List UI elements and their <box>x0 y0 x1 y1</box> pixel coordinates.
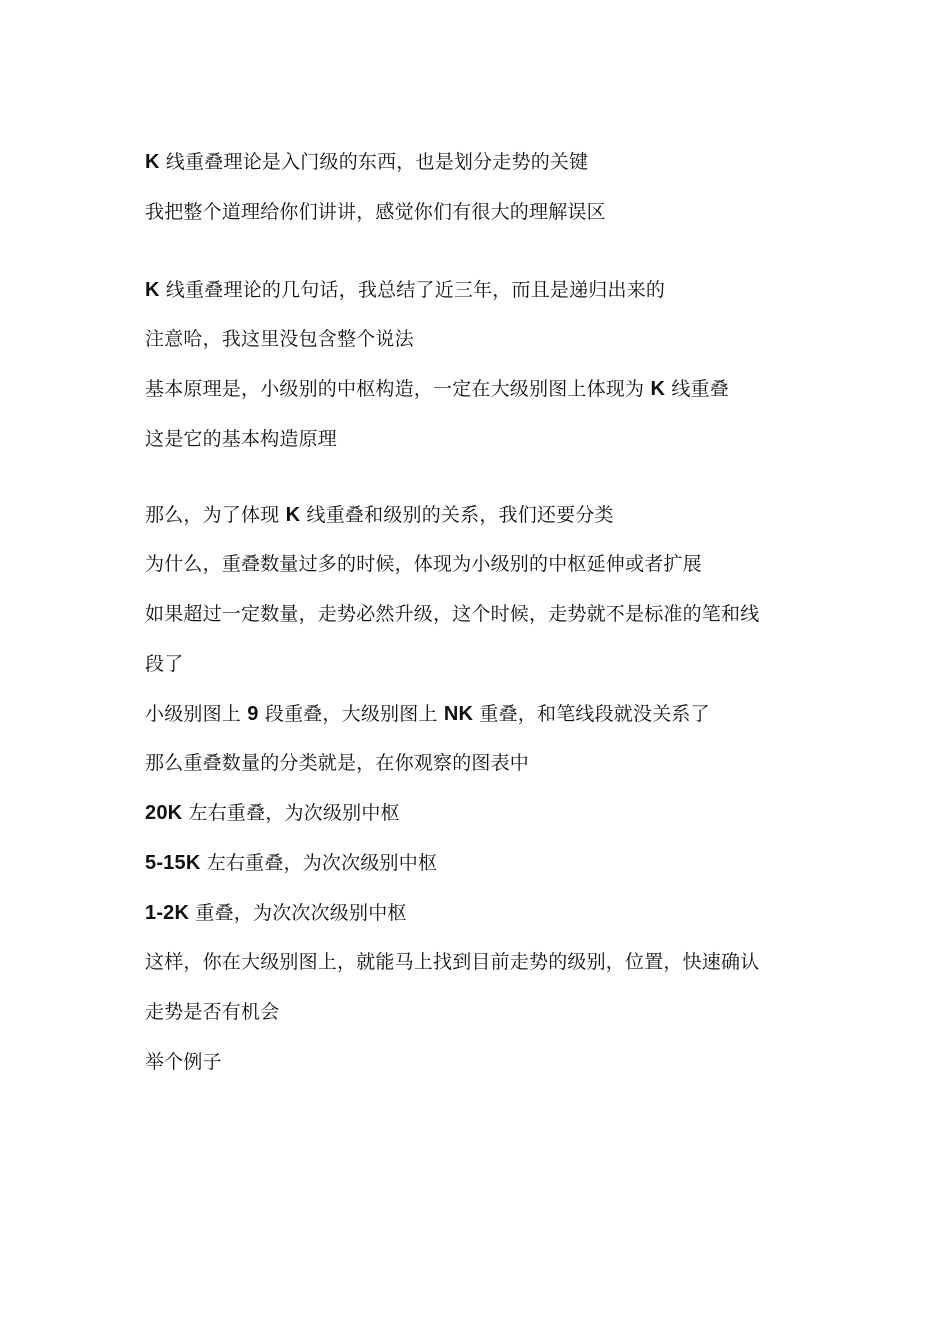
text-line <box>145 649 845 679</box>
text-line <box>145 599 845 629</box>
text-segment: 重叠，和笔线段就没关系了 <box>473 703 710 725</box>
text-line <box>145 424 845 454</box>
text-line <box>145 275 845 305</box>
text-line <box>145 147 845 177</box>
text-segment: 段了 <box>145 653 184 675</box>
latin-text: K <box>650 378 666 400</box>
text-line <box>145 798 845 828</box>
text-segment: 走势是否有机会 <box>145 1001 280 1023</box>
text-segment: 线重叠和级别的关系，我们还要分类 <box>300 504 614 526</box>
latin-text: 9 <box>247 703 259 725</box>
text-segment: 这样，你在大级别图上，就能马上找到目前走势的级别，位置，快速确认 <box>145 951 760 973</box>
text-segment: 为什么，重叠数量过多的时候，体现为小级别的中枢延伸或者扩展 <box>145 553 702 575</box>
text-line <box>145 549 845 579</box>
text-segment: 小级别图上 <box>145 703 248 725</box>
text-segment: 那么重叠数量的分类就是，在你观察的图表中 <box>145 752 530 774</box>
text-segment: 段重叠，大级别图上 <box>258 703 444 725</box>
text-line <box>145 324 845 354</box>
text-line <box>145 748 845 778</box>
text-segment: 基本原理是，小级别的中枢构造，一定在大级别图上体现为 <box>145 378 651 400</box>
text-line <box>145 898 845 928</box>
latin-text: K <box>145 151 160 173</box>
text-line <box>145 374 845 404</box>
text-line <box>145 500 845 530</box>
text-segment: 如果超过一定数量，走势必然升级，这个时候，走势就不是标准的笔和线 <box>145 603 760 625</box>
latin-text: K <box>285 504 301 526</box>
latin-text: 1-2K <box>145 902 190 924</box>
text-segment: 那么，为了体现 <box>145 504 286 526</box>
text-line <box>145 197 845 227</box>
latin-text: NK <box>443 703 474 725</box>
text-segment: 举个例子 <box>145 1051 222 1073</box>
latin-text: 5-15K <box>145 852 201 874</box>
text-segment: 我把整个道理给你们讲讲，感觉你们有很大的理解误区 <box>145 201 606 223</box>
text-segment: 线重叠理论的几句话，我总结了近三年，而且是递归出来的 <box>159 279 666 301</box>
text-segment: 这是它的基本构造原理 <box>145 428 338 450</box>
text-segment: 线重叠理论是入门级的东西，也是划分走势的关键 <box>159 151 589 173</box>
text-segment: 重叠，为次次次级别中枢 <box>189 902 407 924</box>
text-line <box>145 947 845 977</box>
text-line <box>145 1047 845 1077</box>
text-line <box>145 848 845 878</box>
text-segment: 线重叠 <box>665 378 729 400</box>
text-line <box>145 699 845 729</box>
text-segment: 注意哈，我这里没包含整个说法 <box>145 328 414 350</box>
text-segment: 左右重叠，为次级别中枢 <box>182 802 400 824</box>
text-line <box>145 997 845 1027</box>
text-segment: 左右重叠，为次次级别中枢 <box>200 852 438 874</box>
latin-text: 20K <box>145 802 183 824</box>
latin-text: K <box>145 279 160 301</box>
